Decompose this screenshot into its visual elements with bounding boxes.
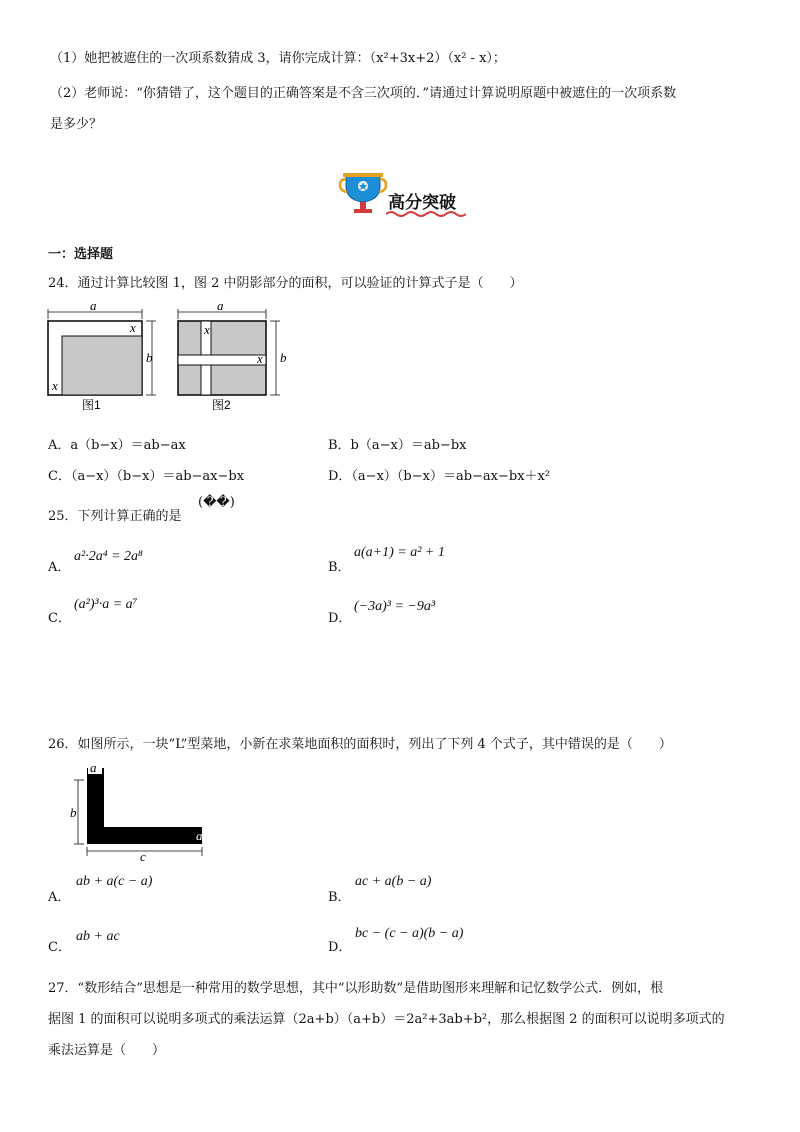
section-banner — [338, 168, 468, 220]
q27-line1: 27．“数形结合”思想是一种常用的数学思想，其中“以形助数”是借助图形来理解和记忆数学公式．例如，根 — [48, 981, 664, 996]
fig1-caption: 图1 — [82, 398, 101, 412]
fig2-label-x-right: x — [257, 351, 263, 366]
fig1-label-x-left: x — [52, 378, 58, 393]
q26-option-a-expr[interactable]: ab + a(c − a) — [76, 874, 153, 889]
q25-stem-tail: (��) — [198, 495, 235, 510]
q25-option-b-expr[interactable]: a(a+1) = a² + 1 — [354, 545, 445, 560]
banner-underline — [386, 210, 466, 218]
q25-option-d-label[interactable]: D． — [328, 611, 352, 626]
q26-option-c-label[interactable]: C． — [48, 940, 71, 955]
q25-option-a-label[interactable]: A． — [48, 560, 71, 575]
q27-line3: 乘法运算是（ ） — [48, 1043, 166, 1058]
fig2-label-a: a — [217, 300, 224, 313]
section-title: 一：选择题 — [48, 247, 114, 262]
q26-option-b-expr[interactable]: ac + a(b − a) — [355, 874, 432, 889]
q25-option-c-expr[interactable]: (a²)³·a = a⁷ — [74, 597, 138, 612]
q26-stem: 26．如图所示，一块“L”型菜地，小新在求菜地面积的面积时，列出了下列 4 个式子，其中错误的是（ ） — [48, 737, 672, 752]
q25-option-c-label[interactable]: C． — [48, 611, 71, 626]
fig2-caption: 图2 — [212, 398, 231, 412]
q25-option-a-expr[interactable]: a²·2a⁴ = 2a⁸ — [74, 549, 143, 564]
q25-stem: 25．下列计算正确的是 — [48, 509, 182, 524]
fig1-label-b: b — [146, 350, 153, 365]
q25-option-d-expr[interactable]: (−3a)³ = −9a³ — [354, 599, 436, 614]
q24-option-c[interactable]: C．（a−x）（b−x）＝ab−ax−bx — [48, 469, 245, 484]
fig2-label-b: b — [280, 350, 287, 365]
trophy-icon — [338, 168, 388, 220]
intro-part1: （1）她把被遮住的一次项系数猜成 3，请你完成计算：（x²+3x+2）（x² - x）； — [50, 51, 506, 66]
fig1-label-a: a — [90, 300, 97, 313]
q26-label-b: b — [70, 805, 77, 820]
intro-part3: 是多少？ — [50, 117, 103, 132]
fig1-label-x-top: x — [130, 320, 136, 335]
q24-option-d[interactable]: D．（a−x）（b−x）＝ab−ax−bx＋x² — [328, 469, 551, 484]
q25-option-b-label[interactable]: B． — [328, 560, 351, 575]
q24-option-b[interactable]: B．b（a−x）＝ab−bx — [328, 438, 467, 453]
intro-part2: （2）老师说：“你猜错了，这个题目的正确答案是不含三次项的．”请通过计算说明原题中被遮住的一次项系数 — [50, 86, 677, 101]
q26-option-d-label[interactable]: D． — [328, 940, 352, 955]
q26-l-shape-figure — [70, 762, 215, 862]
q24-option-a[interactable]: A．a（b−x）＝ab−ax — [48, 438, 186, 453]
q24-stem: 24．通过计算比较图 1，图 2 中阴影部分的面积，可以验证的计算式子是（ ） — [48, 276, 523, 291]
q26-label-a-top: a — [90, 762, 97, 775]
q26-label-a-right: a — [196, 828, 203, 843]
banner-title: 高分突破 — [388, 193, 456, 213]
q24-figure1 — [40, 300, 165, 415]
fig2-label-x-top: x — [204, 322, 210, 337]
q26-option-b-label[interactable]: B． — [328, 890, 351, 905]
q26-label-c: c — [140, 849, 146, 862]
q24-figure2 — [170, 300, 295, 415]
q26-option-a-label[interactable]: A． — [48, 890, 71, 905]
q26-option-d-expr[interactable]: bc − (c − a)(b − a) — [355, 926, 464, 941]
q26-option-c-expr[interactable]: ab + ac — [76, 929, 120, 944]
q27-line2: 据图 1 的面积可以说明多项式的乘法运算（2a+b）（a+b）＝2a²+3ab+b²，那么根据图 2 的面积可以说明多项式的 — [48, 1012, 725, 1027]
